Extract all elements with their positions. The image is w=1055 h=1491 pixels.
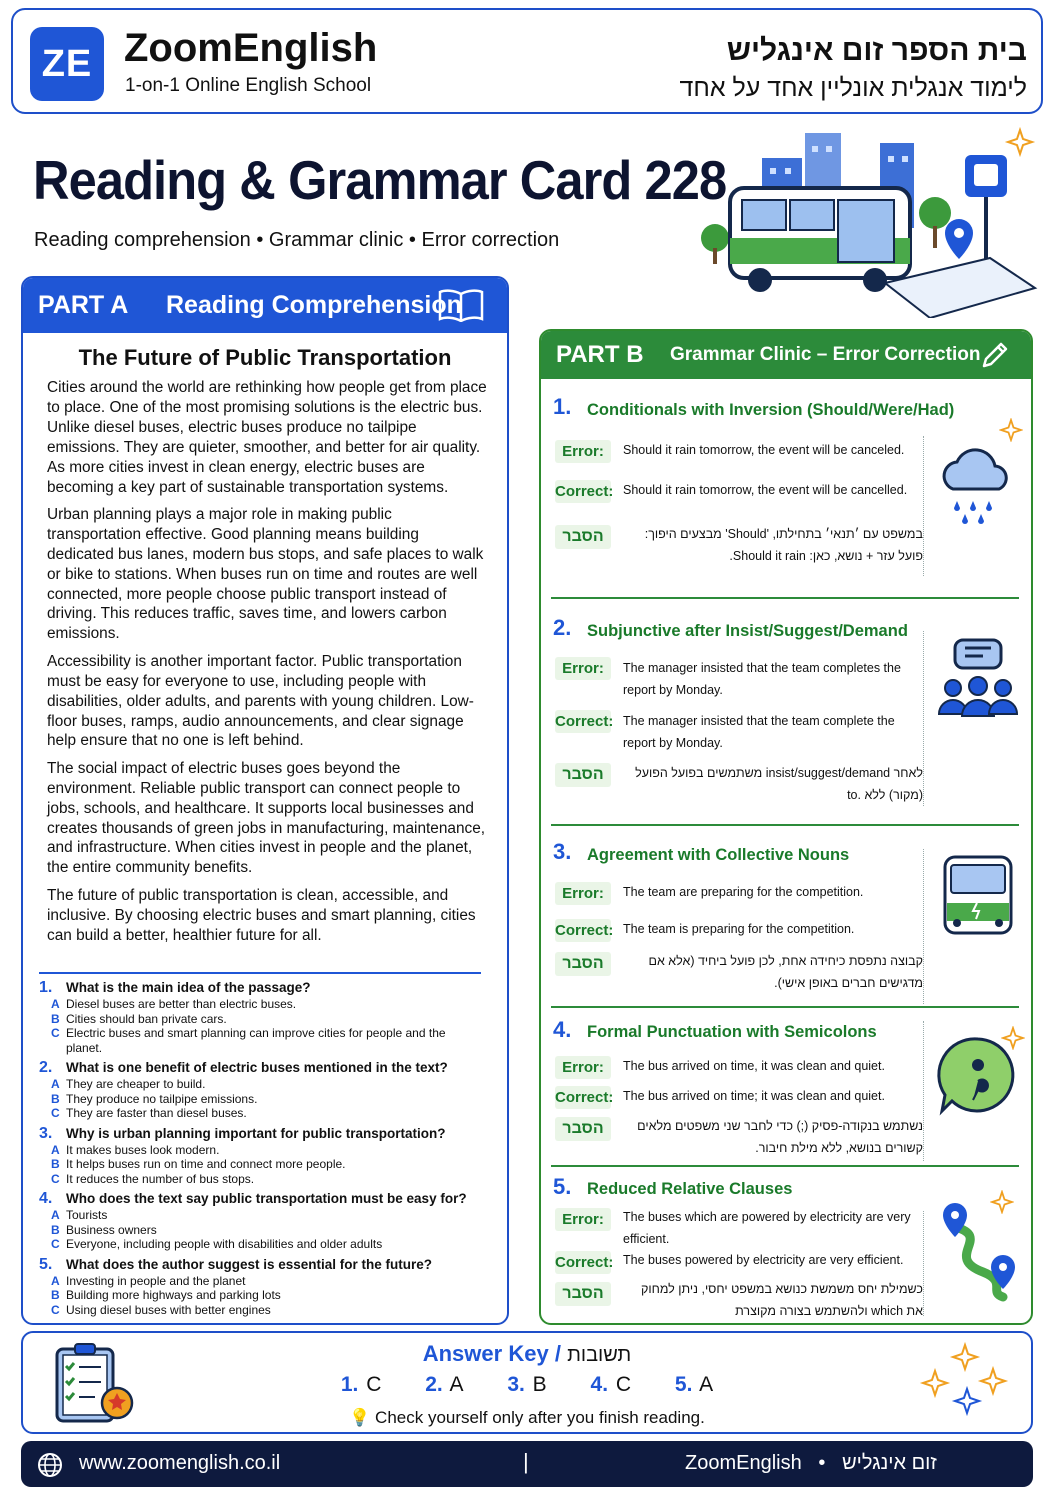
section-divider bbox=[551, 1006, 1019, 1008]
option-letter: C bbox=[51, 1171, 60, 1186]
option-text: They are faster than diesel buses. bbox=[66, 1106, 247, 1120]
option-text: It reduces the number of bus stops. bbox=[66, 1171, 255, 1186]
open-book-icon bbox=[437, 288, 485, 322]
explanation-text: נשתמש בנקודה-פסיק (;) כדי לחבר שני משפטים מלאים קשורים בנושא, ללא מילת חיבור. bbox=[637, 1119, 923, 1155]
explanation-text: במשפט עם ׳תנאי׳ בתחילתו, 'Should' מבצעים היפוך: פועל עזר + נושא, כאן: Should it rain. bbox=[644, 527, 923, 563]
option-letter: C bbox=[51, 1237, 60, 1251]
question-5 bbox=[39, 1256, 499, 1318]
option-letter: A bbox=[51, 1142, 60, 1157]
section-divider bbox=[551, 824, 1019, 826]
option-letter: C bbox=[51, 1302, 60, 1317]
option-text: Using diesel buses with better engines bbox=[66, 1302, 271, 1317]
question-text: What is one benefit of electric buses mentioned in the text? bbox=[66, 1060, 448, 1075]
correct-tag: Correct: bbox=[555, 480, 611, 503]
error-tag: Error: bbox=[555, 657, 611, 680]
answer-letter: C bbox=[615, 1373, 632, 1396]
divider bbox=[923, 849, 924, 1004]
option-text: Diesel buses are better than electric buses. bbox=[66, 997, 297, 1011]
answer-key-note bbox=[23, 1408, 1031, 1428]
question-2 bbox=[39, 1059, 499, 1121]
correct-sentence: The bus arrived on time; it was clean and quiet. bbox=[623, 1089, 885, 1103]
answer-key-panel bbox=[21, 1331, 1033, 1434]
answer-item bbox=[341, 1373, 382, 1396]
rule-number: 5. bbox=[553, 1174, 572, 1199]
questions-list bbox=[39, 979, 499, 1321]
answer-letter: A bbox=[699, 1373, 714, 1396]
error-sentence: The bus arrived on time, it was clean and quiet. bbox=[623, 1059, 885, 1073]
questions-divider bbox=[39, 972, 481, 974]
answer-item bbox=[591, 1373, 632, 1396]
question-text: What does the author suggest is essential for the future? bbox=[66, 1256, 433, 1272]
option-letter: B bbox=[51, 1222, 60, 1237]
explanation-tag: הסבר bbox=[555, 763, 611, 787]
rule-title: Subjunctive after Insist/Suggest/Demand bbox=[587, 622, 908, 640]
answer-key-label: Answer Key bbox=[422, 1341, 549, 1366]
error-tag: Error: bbox=[555, 440, 611, 463]
passage-paragraph: Urban planning plays a major role in making public transportation effective. Good planning means building dedicated bus lanes, modern bus stops, and safe places to walk or bike to stations. When buses run on time and routes are well connected, more people choose public transport instead of driving. This reduces traffic, saves time, and lowers carbon emissions. bbox=[47, 505, 484, 643]
correct-sentence: The team is preparing for the competition. bbox=[623, 922, 855, 936]
section-divider bbox=[551, 597, 1019, 599]
option-letter: A bbox=[51, 1077, 60, 1091]
answer-key-separator: / bbox=[554, 1341, 561, 1366]
rule-title: Formal Punctuation with Semicolons bbox=[587, 1023, 877, 1041]
answer-letter: B bbox=[532, 1373, 547, 1396]
website-link[interactable]: www.zoomenglish.co.il bbox=[79, 1452, 281, 1474]
footer-bullet: • bbox=[818, 1452, 826, 1474]
footer-bar bbox=[21, 1441, 1033, 1487]
note-text: Check yourself only after you finish reading. bbox=[375, 1408, 705, 1427]
answer-letter: C bbox=[366, 1373, 382, 1396]
footer-separator: | bbox=[523, 1449, 529, 1474]
rule-title: Conditionals with Inversion (Should/Were/Had) bbox=[587, 401, 955, 419]
option-letter: C bbox=[51, 1106, 60, 1120]
part-a-title: Reading Comprehension bbox=[166, 291, 462, 319]
divider bbox=[923, 436, 924, 576]
question-1 bbox=[39, 979, 499, 1055]
rule-title: Agreement with Collective Nouns bbox=[587, 846, 850, 864]
sparkle-icon bbox=[999, 418, 1023, 442]
divider bbox=[923, 1021, 924, 1161]
correct-tag: Correct: bbox=[555, 1251, 611, 1274]
answer-key-label-hebrew: תשובות bbox=[567, 1344, 632, 1366]
passage-paragraph: Accessibility is another important factor. Public transportation must be easy for everyone to use, including people with disabilities, older adults, and parents with young children. Low-floor buses, ramps, audio announcements, and clear signage help ensure that no one is left behind. bbox=[47, 652, 474, 750]
option-letter: B bbox=[51, 1288, 60, 1302]
option-letter: A bbox=[51, 1273, 60, 1288]
question-text: Why is urban planning important for public transportation? bbox=[66, 1125, 446, 1141]
question-number: 2. bbox=[39, 1059, 53, 1076]
school-name-hebrew: בית הספר זום אינגליש bbox=[726, 34, 1027, 67]
reading-passage bbox=[47, 378, 487, 953]
answer-item bbox=[425, 1373, 463, 1396]
option-text: They are cheaper to build. bbox=[66, 1077, 206, 1091]
explanation-tag: הסבר bbox=[555, 1117, 611, 1141]
question-number: 3. bbox=[39, 1124, 53, 1142]
passage-paragraph: The future of public transportation is clean, accessible, and inclusive. By choosing electric buses and smart planning, cities can build a better, healthier future for all. bbox=[47, 886, 476, 944]
explanation-text: קבוצה נתפסת כיחידה אחת, לכן פועל ביחיד (אלא אם מדגישים חברים באופן אישי). bbox=[648, 954, 923, 990]
lightbulb-icon: 💡 bbox=[349, 1408, 371, 1427]
part-b-header bbox=[541, 331, 1031, 379]
tagline-hebrew: לימוד אנגלית אונליין אחד על אחד bbox=[679, 74, 1027, 102]
correct-sentence: The manager insisted that the team complete the report by Monday. bbox=[623, 714, 895, 750]
correct-tag: Correct: bbox=[555, 710, 611, 733]
answer-number: 4. bbox=[590, 1373, 609, 1396]
answer-number: 2. bbox=[425, 1373, 443, 1396]
passage-paragraph: The social impact of electric buses goes beyond the environment. Reliable public transport can connect people to jobs, schools, and healthcare. It supports local businesses and creates thousands of green jobs in manufacturing, maintenance, and infrastructure. When cities invest in people and the planet, the entire community benefits. bbox=[47, 759, 486, 877]
answer-number: 3. bbox=[507, 1373, 525, 1396]
option-letter: C bbox=[51, 1026, 60, 1040]
question-number: 5. bbox=[39, 1255, 53, 1273]
question-4 bbox=[39, 1190, 499, 1252]
brand-tagline: 1-on-1 Online English School bbox=[125, 75, 372, 96]
question-text: Who does the text say public transportation must be easy for? bbox=[66, 1191, 467, 1206]
rule-number: 3. bbox=[553, 839, 572, 864]
correct-tag: Correct: bbox=[555, 1086, 611, 1109]
part-a-panel bbox=[21, 276, 509, 1325]
question-text: What is the main idea of the passage? bbox=[66, 980, 311, 995]
explanation-tag: הסבר bbox=[555, 525, 611, 549]
option-text: Electric buses and smart planning can improve cities for people and the planet. bbox=[66, 1026, 446, 1055]
passage-paragraph: Cities around the world are rethinking how people get from place to place. One of the most promising solutions is the electric bus. Unlike diesel buses, electric buses produce no tailpipe emissions. They are quieter, smoother, and better for air quality. As more cities invest in clean energy, electric buses are becoming a key part of sustainable transportation systems. bbox=[47, 379, 487, 496]
error-sentence: The manager insisted that the team completes the report by Monday. bbox=[623, 661, 901, 697]
footer-brand-en: ZoomEnglish bbox=[685, 1452, 802, 1474]
page-title: Reading & Grammar Card 228 bbox=[33, 149, 727, 211]
option-text: Tourists bbox=[66, 1208, 108, 1222]
footer-brand bbox=[685, 1452, 937, 1475]
correct-tag: Correct: bbox=[555, 919, 611, 942]
option-text: Building more highways and parking lots bbox=[66, 1288, 281, 1302]
option-letter: A bbox=[51, 1208, 60, 1222]
pencil-icon bbox=[979, 339, 1011, 371]
sparkles-icon bbox=[913, 1341, 1013, 1421]
logo-text: ZE bbox=[41, 42, 93, 85]
error-sentence: Should it rain tomorrow, the event will be canceled. bbox=[623, 443, 905, 457]
divider bbox=[923, 631, 924, 806]
error-tag: Error: bbox=[555, 1056, 611, 1079]
option-letter: A bbox=[51, 997, 60, 1011]
question-number: 1. bbox=[39, 979, 53, 996]
option-letter: B bbox=[51, 1091, 60, 1106]
option-text: It helps buses run on time and connect more people. bbox=[66, 1157, 346, 1171]
part-b-label: PART B bbox=[556, 341, 644, 368]
rule-number: 4. bbox=[553, 1017, 572, 1042]
rain-cloud-icon bbox=[933, 439, 1023, 529]
passage-title: The Future of Public Transportation bbox=[78, 345, 452, 370]
part-b-title: Grammar Clinic – Error Correction bbox=[670, 344, 981, 365]
footer-brand-hebrew: זום אינגליש bbox=[842, 1452, 937, 1474]
error-tag: Error: bbox=[555, 1208, 611, 1231]
error-tag: Error: bbox=[555, 882, 611, 905]
correct-sentence: Should it rain tomorrow, the event will be cancelled. bbox=[623, 483, 908, 497]
globe-icon bbox=[37, 1452, 63, 1478]
option-text: Cities should ban private cars. bbox=[66, 1011, 227, 1026]
sparkle-icon bbox=[1001, 1026, 1025, 1050]
part-a-label: PART A bbox=[38, 291, 129, 319]
divider bbox=[923, 1211, 924, 1316]
part-a-header bbox=[23, 278, 507, 333]
error-sentence: The buses which are powered by electricity are very efficient. bbox=[623, 1210, 911, 1246]
explanation-tag: הסבר bbox=[555, 1282, 611, 1306]
page-subtitle: Reading comprehension • Grammar clinic • Error correction bbox=[34, 229, 560, 251]
answer-item bbox=[507, 1373, 546, 1396]
option-text: It makes buses look modern. bbox=[66, 1142, 220, 1157]
answer-number: 1. bbox=[340, 1373, 359, 1396]
answer-number: 5. bbox=[674, 1373, 693, 1396]
question-number: 4. bbox=[39, 1190, 53, 1207]
answer-item bbox=[675, 1373, 713, 1396]
option-letter: B bbox=[51, 1011, 60, 1026]
electric-bus-icon bbox=[933, 853, 1023, 943]
bus-city-illustration bbox=[690, 118, 1040, 318]
sparkle-icon bbox=[990, 1190, 1014, 1214]
correct-sentence: The buses powered by electricity are very efficient. bbox=[623, 1253, 904, 1267]
option-text: Everyone, including people with disabilities and older adults bbox=[66, 1237, 383, 1251]
answer-key-title bbox=[23, 1341, 1031, 1367]
option-text: Investing in people and the planet bbox=[66, 1273, 246, 1288]
question-3 bbox=[39, 1125, 499, 1187]
option-letter: B bbox=[51, 1157, 60, 1171]
zoomenglish-logo bbox=[30, 27, 104, 101]
explanation-tag: הסבר bbox=[555, 952, 611, 976]
explanation-text: לאחר insist/suggest/demand משתמשים בפועל הפועל (מקור) ללא .to bbox=[635, 766, 923, 802]
team-chat-icon bbox=[933, 636, 1023, 726]
section-divider bbox=[551, 1165, 1019, 1167]
option-text: They produce no tailpipe emissions. bbox=[66, 1091, 258, 1106]
option-text: Business owners bbox=[66, 1222, 157, 1237]
part-b-panel bbox=[539, 329, 1033, 1325]
rule-number: 1. bbox=[553, 394, 572, 419]
brand-name: ZoomEnglish bbox=[124, 26, 378, 70]
error-sentence: The team are preparing for the competition. bbox=[623, 885, 864, 899]
explanation-text: כשמילת יחס משמשת כנושא במשפט יחסי, ניתן למחוק את which ולהשתמש בצורה מקוצרת bbox=[640, 1282, 923, 1318]
rule-number: 2. bbox=[553, 615, 572, 640]
answer-list bbox=[23, 1373, 1031, 1397]
answer-letter: A bbox=[449, 1373, 464, 1396]
rule-title: Reduced Relative Clauses bbox=[587, 1180, 793, 1198]
